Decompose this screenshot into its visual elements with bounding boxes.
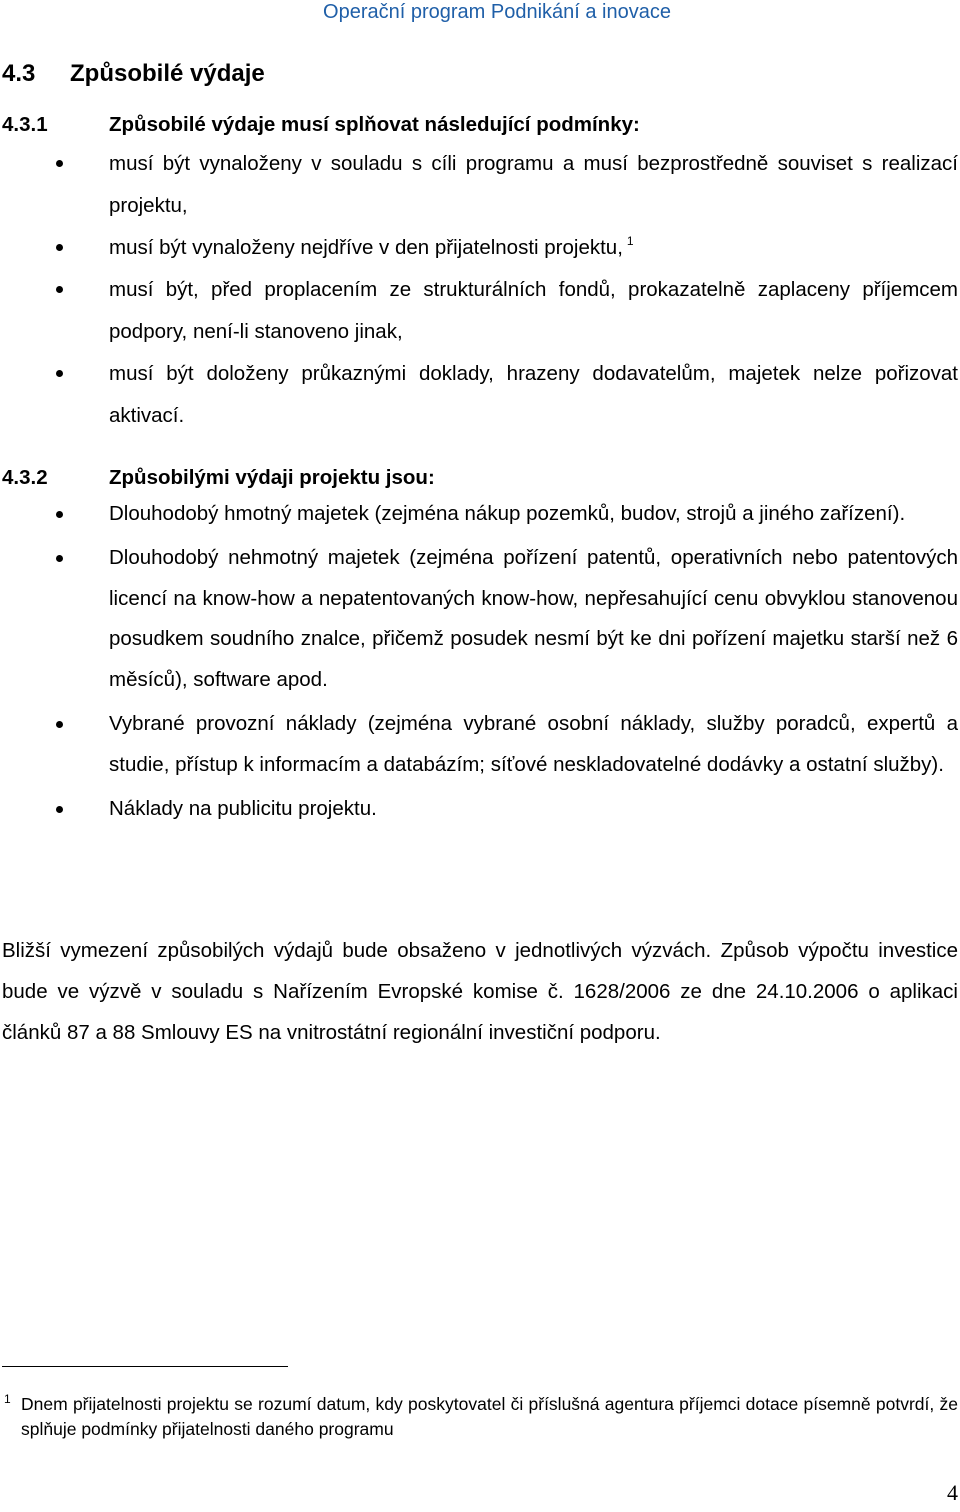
list-item: Dlouhodobý hmotný majetek (zejména nákup pozemků, budov, strojů a jiného zařízení).: [0, 494, 958, 535]
list-item: musí být vynaloženy v souladu s cíli programu a musí bezprostředně souviset s realizací projektu,: [0, 143, 958, 227]
closing-paragraph: Bližší vymezení způsobilých výdajů bude obsaženo v jednotlivých výzvách. Způsob výpočtu investice bude ve výzvě v souladu s Nařízením Evropské komise č. 1628/2006 ze dne 24.10.2006 o aplikaci článků 87 a 88 Smlouvy ES na vnitrostátní regionální investiční podporu.: [2, 939, 958, 1044]
list-item: Náklady na publicitu projektu.: [0, 789, 958, 830]
list-item: musí být, před proplacením ze strukturálních fondů, prokazatelně zaplaceny příjemcem podpory, není-li stanoveno jinak,: [0, 269, 958, 353]
bullet-icon: [56, 721, 63, 728]
section-number: 4.3: [2, 60, 36, 87]
bullet-icon: [56, 511, 63, 518]
list-item: Vybrané provozní náklady (zejména vybrané osobní náklady, služby poradců, expertů a studie, přístup k informacím a databázím; síťové neskladovatelné dodávky a ostatní služby).: [0, 704, 958, 786]
footnote: [2, 1392, 958, 1442]
list-item: musí být vynaloženy nejdříve v den přijatelnosti projektu, $^1$: [0, 227, 958, 269]
bullet-icon: [56, 244, 63, 251]
page-number: 4: [947, 1480, 958, 1505]
list-item: musí být doloženy průkaznými doklady, hrazeny dodavatelům, majetek nelze pořizovat aktivací.: [0, 353, 958, 437]
conditions-list: [0, 143, 958, 437]
bullet-icon: [56, 160, 63, 167]
bullet-icon: [56, 555, 63, 562]
subsection-title-2: Způsobilými výdaji projektu jsou:: [109, 466, 435, 489]
subsection-heading-2: [2, 464, 435, 492]
bullet-icon: [56, 286, 63, 293]
footnote-mark: 1: [4, 1392, 11, 1406]
subsection-number-2: 4.3.2: [2, 466, 48, 489]
subsection-number-1: 4.3.1: [2, 113, 48, 136]
bullet-icon: [56, 806, 63, 813]
running-header: Operační program Podnikání a inovace: [323, 1, 671, 23]
footnote-text: Dnem přijatelnosti projektu se rozumí datum, kdy poskytovatel či příslušná agentura příjemci dotace písemně potvrdí, že splňuje podmínky přijatelnosti daného programu: [21, 1394, 958, 1439]
subsection-title-1: Způsobilé výdaje musí splňovat následující podmínky:: [109, 113, 640, 136]
footnote-reference: 1: [626, 234, 634, 248]
list-item: Dlouhodobý nehmotný majetek (zejména pořízení patentů, operativních nebo patentových licencí na know-how a nepatentovaných know-how, nepřesahující cenu obvyklou stanovenou posudkem soudního znalce, přičemž posudek nesmí být ke dni pořízení majetku starší než 6 měsíců), software apod.: [0, 538, 958, 701]
eligible-expenses-list: [0, 494, 958, 832]
footnote-divider: [2, 1366, 288, 1367]
section-title: Způsobilé výdaje: [70, 60, 265, 87]
section-heading: [2, 58, 265, 90]
subsection-heading-1: [2, 111, 640, 139]
bullet-icon: [56, 370, 63, 377]
